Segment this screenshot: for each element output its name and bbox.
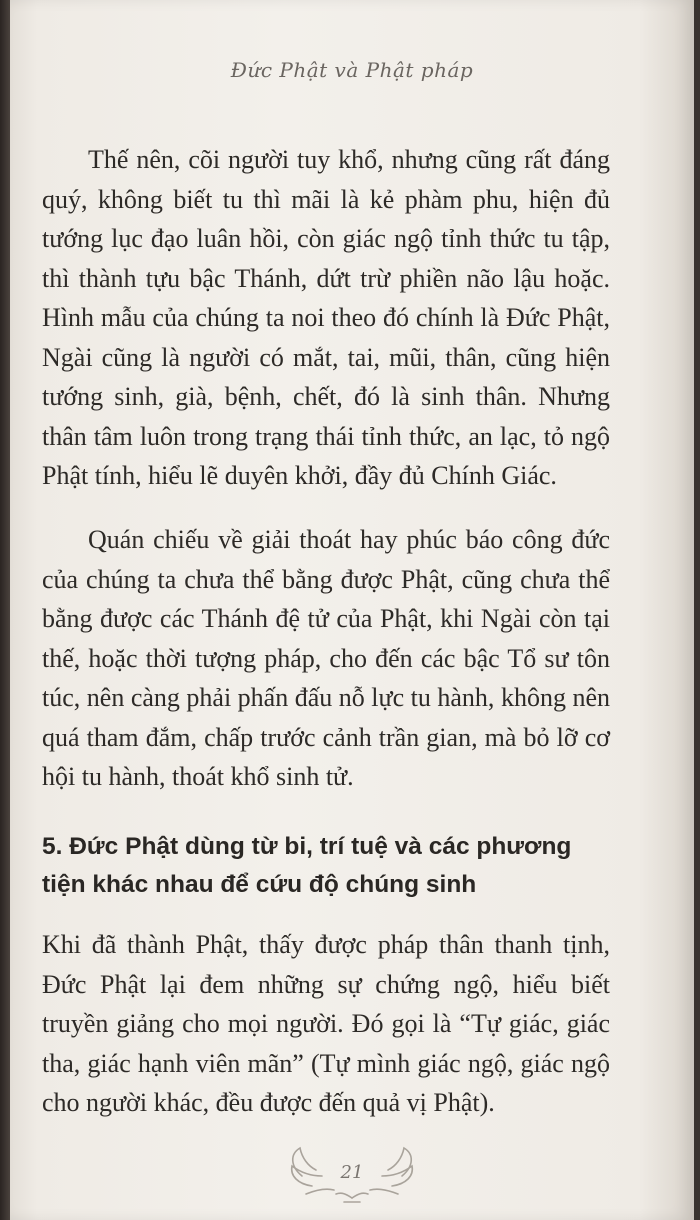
page-number: 21 bbox=[340, 1162, 364, 1183]
running-head: Đức Phật và Phật pháp bbox=[230, 58, 474, 82]
page-footer bbox=[10, 1128, 694, 1208]
book-spine-edge bbox=[0, 0, 10, 1220]
section-heading: 5. Đức Phật dùng từ bi, trí tuệ và các phương tiện khác nhau để cứu độ chúng sinh bbox=[42, 833, 572, 898]
paragraph-3: Khi đã thành Phật, thấy được pháp thân thanh tịnh, Đức Phật lại đem những sự chứng ngộ, hiểu biết truyền giảng cho mọi người. Đó gọi là “Tự giác, giác tha, giác hạnh viên mãn” (Tự mình giác ngộ, giác ngộ cho người khác, đều được đến quả vị Phật). bbox=[42, 930, 610, 1117]
paragraph-1: Thế nên, cõi người tuy khổ, nhưng cũng rất đáng quý, không biết tu thì mãi là kẻ phàm phu, hiện đủ tướng lục đạo luân hồi, còn giác ngộ tỉnh thức tu tập, thì thành tựu bậc Thánh, dứt trừ phiền não lậu hoặc. Hình mẫu của chúng ta noi theo đó chính là Đức Phật, Ngài cũng là người có mắt, tai, mũi, thân, cũng hiện tướng sinh, già, bệnh, chết, đó là sinh thân. Nhưng thân tâm luôn trong trạng thái tỉnh thức, an lạc, tỏ ngộ Phật tính, hiểu lẽ duyên khởi, đầy đủ Chính Giác. bbox=[42, 145, 610, 490]
paragraph-2: Quán chiếu về giải thoát hay phúc báo công đức của chúng ta chưa thể bằng được Phật, cũng chưa thể bằng được các Thánh đệ tử của Phật, khi Ngài còn tại thế, hoặc thời tượng pháp, cho đến các bậc Tổ sư tôn túc, nên càng phải phấn đấu nỗ lực tu hành, không nên quá tham đắm, chấp trước cảnh trần gian, mà bỏ lỡ cơ hội tu hành, thoát khổ sinh tử. bbox=[42, 525, 610, 791]
book-page bbox=[10, 0, 694, 1220]
